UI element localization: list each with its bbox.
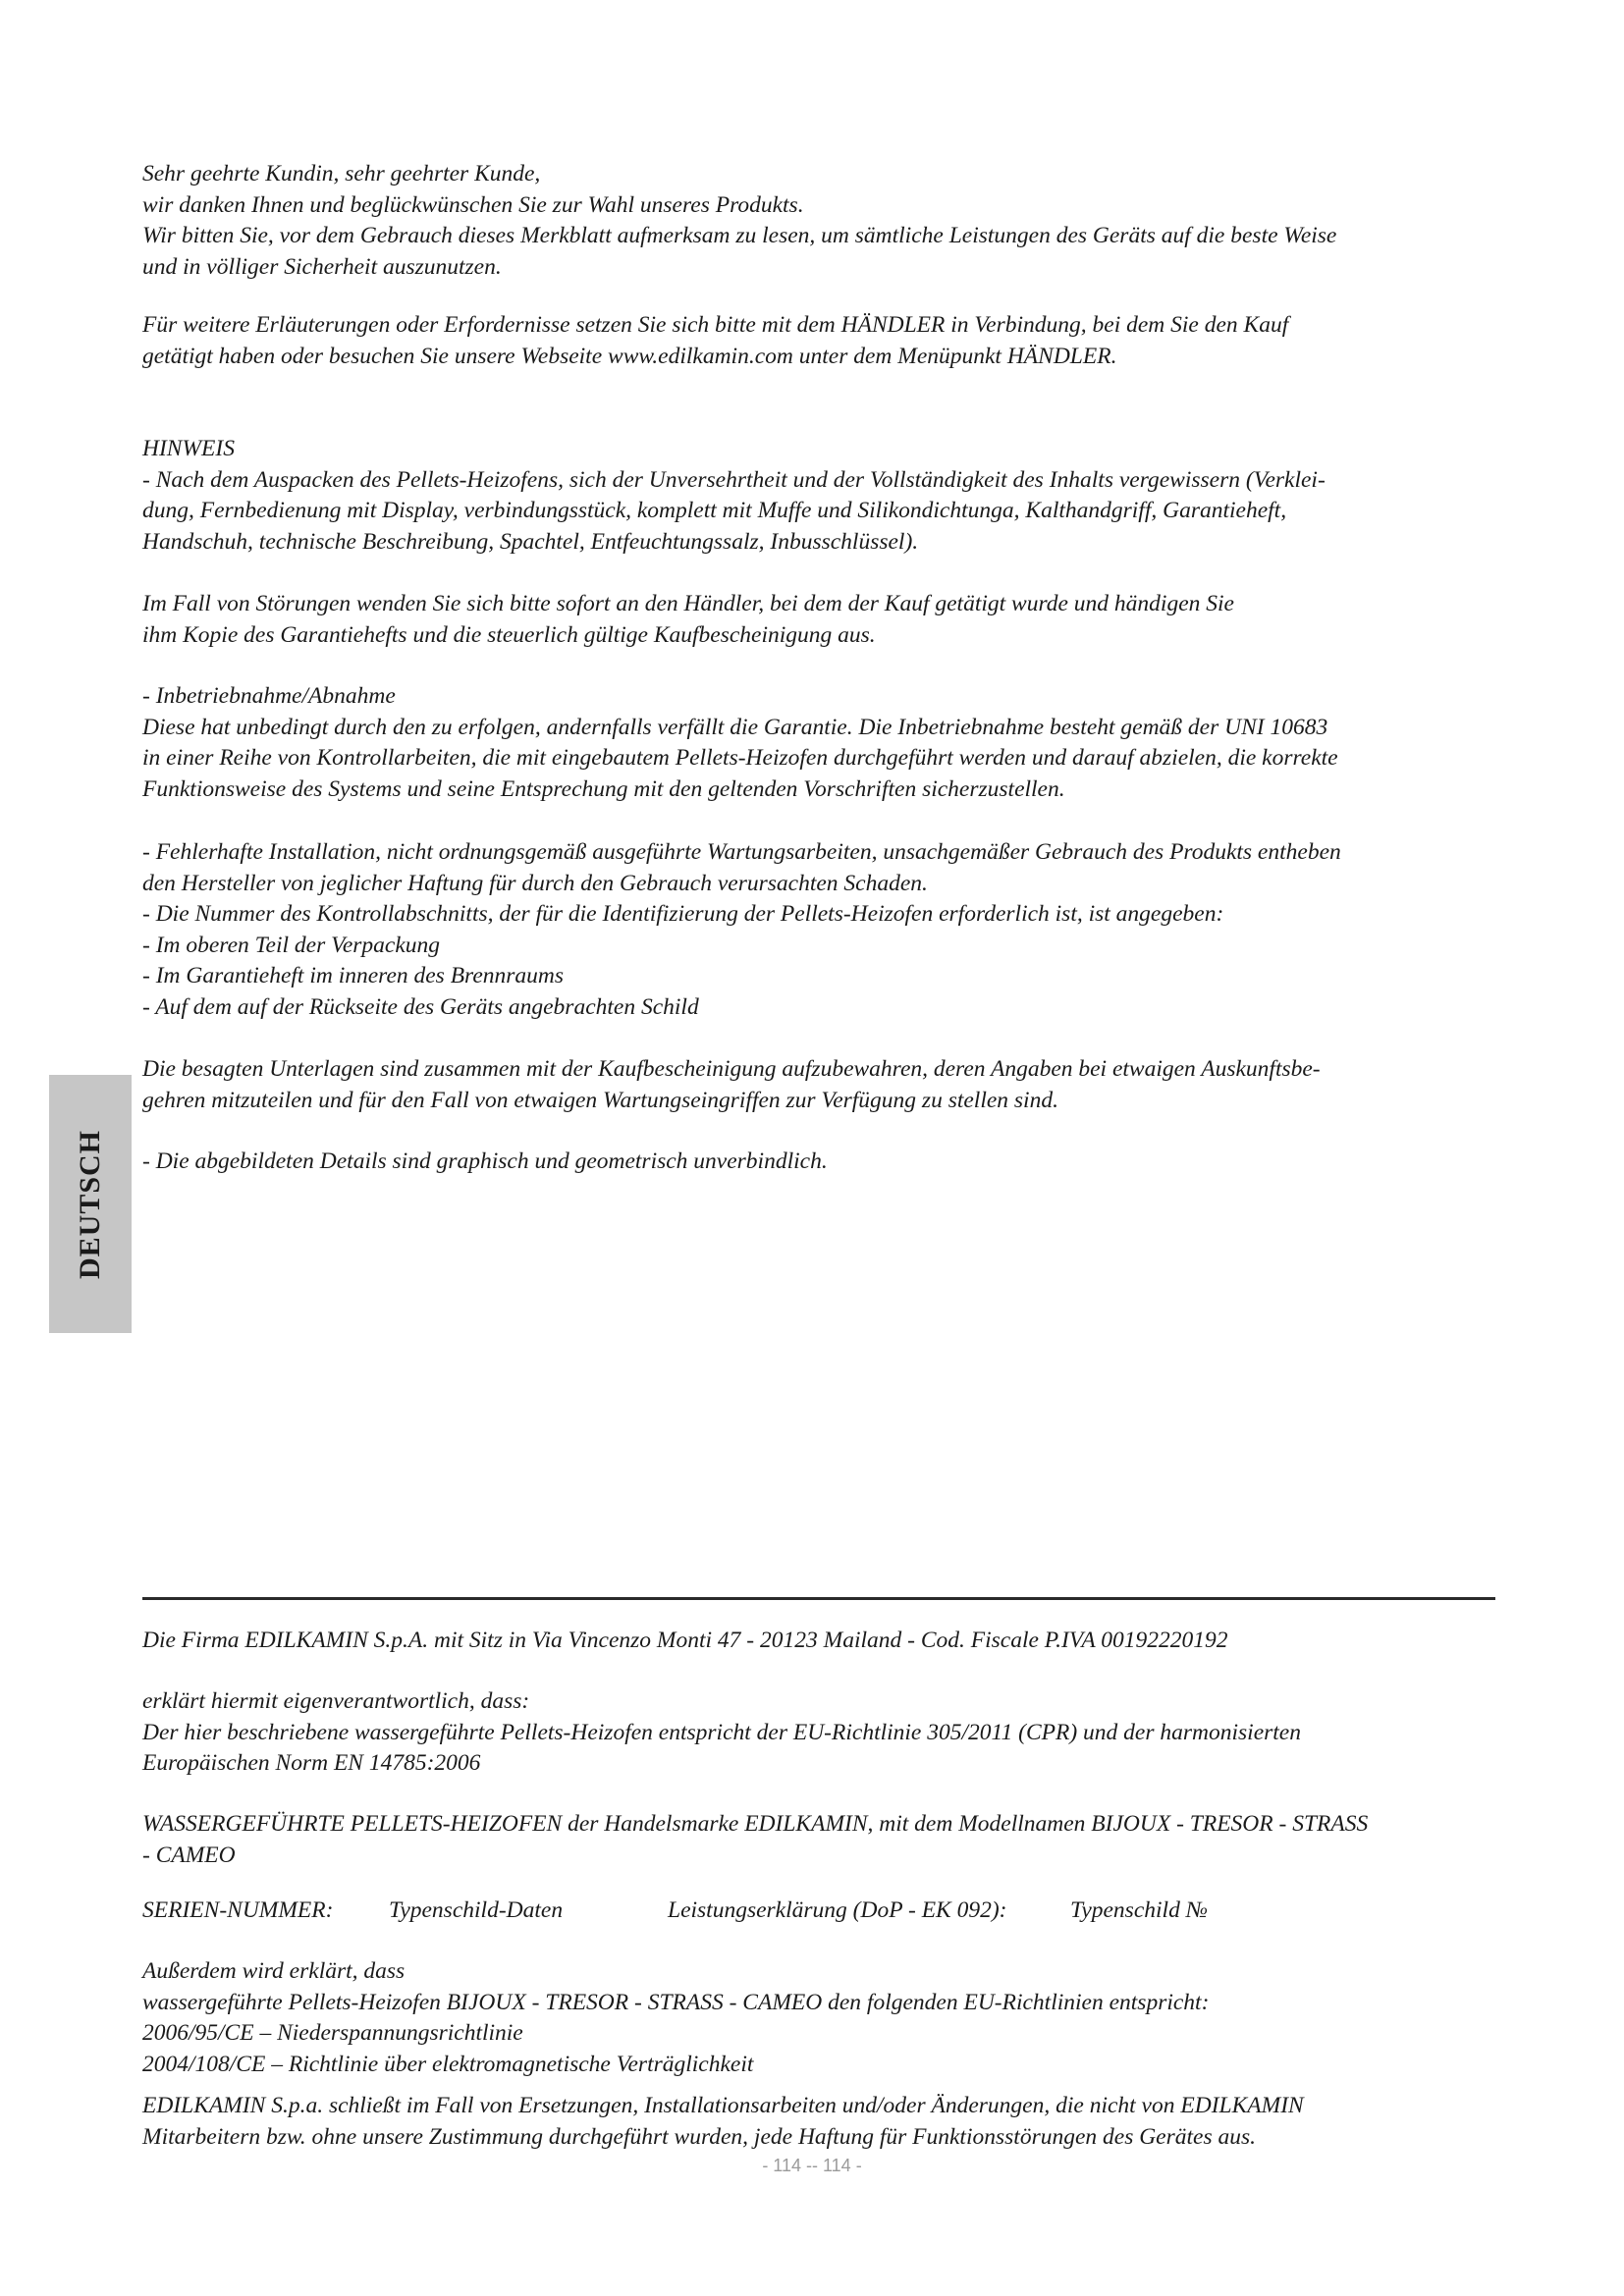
text-line: HINWEIS [142, 436, 235, 461]
text-line: Die Firma EDILKAMIN S.p.A. mit Sitz in Via Vincenzo Monti 47 - 20123 Mailand - Cod. Fiscale P.IVA 00192220192 [142, 1628, 1228, 1653]
dop-value: Typenschild № [1070, 1897, 1208, 1923]
text-line: - CAMEO [142, 1842, 236, 1868]
text-line: 2004/108/CE – Richtlinie über elektromagnetische Verträglichkeit [142, 2051, 754, 2077]
text-line: Mitarbeitern bzw. ohne unsere Zustimmung durchgeführt wurden, jede Haftung für Funktionsstörungen des Gerätes aus. [142, 2123, 1257, 2150]
text-line: ihm Kopie des Garantiehefts und die steuerlich gültige Kaufbescheinigung aus. [142, 621, 876, 648]
text-line: - Auf dem auf der Rückseite des Geräts angebrachten Schild [142, 993, 699, 1020]
text-line: EDILKAMIN S.p.a. schließt im Fall von Ersetzungen, Installationsarbeiten und/oder Änderungen, die nicht von EDILKAMIN [142, 2093, 1304, 2118]
ausserdem-paragraph [142, 1956, 1497, 2080]
text-line: - Die Nummer des Kontrollabschnitts, der für die Identifizierung der Pellets-Heizofen erforderlich ist, ist angegeben: [142, 901, 1224, 927]
text-line: gehren mitzuteilen und für den Fall von etwaigen Wartungseingriffen zur Verfügung zu stellen sind. [142, 1087, 1058, 1113]
text-line: Wir bitten Sie, vor dem Gebrauch dieses Merkblatt aufmerksam zu lesen, um sämtliche Leistungen des Geräts auf die beste Weise [142, 223, 1337, 248]
text-line: - Nach dem Auspacken des Pellets-Heizofens, sich der Unversehrtheit und der Vollständigkeit des Inhalts vergewissern (Verklei- [142, 466, 1326, 493]
side-tab-label: DEUTSCH [74, 1129, 106, 1279]
text-line: dung, Fernbedienung mit Display, verbindungsstück, komplett mit Muffe und Silikondichtunga, Kalthandgriff, Garantieheft, [142, 498, 1287, 523]
text-line: getätigt haben oder besuchen Sie unsere Webseite www.edilkamin.com unter dem Menüpunkt HÄNDLER. [142, 343, 1117, 369]
text-line: Funktionsweise des Systems und seine Entsprechung mit den geltenden Vorschriften sicherzustellen. [142, 775, 1065, 802]
text-line: wassergeführte Pellets-Heizofen BIJOUX - TRESOR - STRASS - CAMEO den folgenden EU-Richtlinien entspricht: [142, 1989, 1210, 2015]
erklaerung-paragraph [142, 1686, 1497, 1780]
text-line: - Die abgebildeten Details sind graphisch und geometrisch unverbindlich. [142, 1148, 828, 1174]
serial-label: SERIEN-NUMMER: [142, 1897, 334, 1923]
text-line: - Fehlerhafte Installation, nicht ordnungsgemäß ausgeführte Wartungsarbeiten, unsachgemäßer Gebrauch des Produkts entheben [142, 839, 1341, 865]
contact-paragraph [142, 310, 1497, 372]
text-line: - Inbetriebnahme/Abnahme [142, 683, 396, 709]
text-line: Außerdem wird erklärt, dass [142, 1958, 406, 1984]
text-line: WASSERGEFÜHRTE PELLETS-HEIZOFEN der Handelsmarke EDILKAMIN, mit dem Modellnamen BIJOUX - TRESOR - STRASS [142, 1811, 1369, 1837]
divider-line [142, 1597, 1495, 1600]
page-number: - 114 -- 114 - [762, 2156, 862, 2175]
text-line: Für weitere Erläuterungen oder Erfordernisse setzen Sie sich bitte mit dem HÄNDLER in Verbindung, bei dem Sie den Kauf [142, 312, 1289, 338]
hinweis-paragraph [142, 434, 1497, 558]
text-line: Handschuh, technische Beschreibung, Spachtel, Entfeuchtungssalz, Inbusschlüssel). [142, 528, 919, 555]
text-line: in einer Reihe von Kontrollarbeiten, die mit eingebautem Pellets-Heizofen durchgeführt werden und darauf abzielen, die korrekte [142, 745, 1338, 771]
text-line: wir danken Ihnen und beglückwünschen Sie zur Wahl unseres Produkts. [142, 191, 804, 218]
text-line: Der hier beschriebene wassergeführte Pellets-Heizofen entspricht der EU-Richtlinie 305/2011 (CPR) und der harmonisierten [142, 1719, 1301, 1745]
unterlagen-paragraph [142, 1054, 1497, 1116]
text-line: Die besagten Unterlagen sind zusammen mit der Kaufbescheinigung aufzubewahren, deren Angaben bei etwaigen Auskunftsbe- [142, 1056, 1321, 1082]
haftungsausschluss-paragraph [142, 2091, 1497, 2153]
text-line: Im Fall von Störungen wenden Sie sich bitte sofort an den Händler, bei dem der Kauf getätigt wurde und händigen Sie [142, 591, 1234, 616]
text-line: - Im oberen Teil der Verpackung [142, 932, 441, 958]
dop-label: Leistungserklärung (DoP - EK 092): [668, 1897, 1007, 1923]
stoerungen-paragraph [142, 589, 1497, 651]
firma-paragraph [142, 1626, 1497, 1657]
text-line: Sehr geehrte Kundin, sehr geehrter Kunde, [142, 161, 541, 187]
serial-value: Typenschild-Daten [389, 1897, 564, 1923]
text-line: 2006/95/CE – Niederspannungsrichtlinie [142, 2020, 523, 2046]
details-paragraph [142, 1147, 1497, 1178]
intro-paragraph [142, 159, 1497, 283]
text-line: Diese hat unbedingt durch den zu erfolgen, andernfalls verfällt die Garantie. Die Inbetriebnahme besteht gemäß der UNI 10683 [142, 714, 1328, 740]
text-line: und in völliger Sicherheit auszunutzen. [142, 253, 502, 280]
text-line: den Hersteller von jeglicher Haftung für durch den Gebrauch verursachten Schaden. [142, 870, 928, 896]
modell-paragraph [142, 1809, 1497, 1871]
inbetriebnahme-paragraph [142, 681, 1497, 805]
text-line: Europäischen Norm EN 14785:2006 [142, 1750, 481, 1776]
text-line: erklärt hiermit eigenverantwortlich, dass: [142, 1688, 530, 1714]
language-side-tab [49, 1075, 132, 1333]
text-line: - Im Garantieheft im inneren des Brennraums [142, 963, 565, 988]
haftung-paragraph [142, 837, 1497, 1023]
